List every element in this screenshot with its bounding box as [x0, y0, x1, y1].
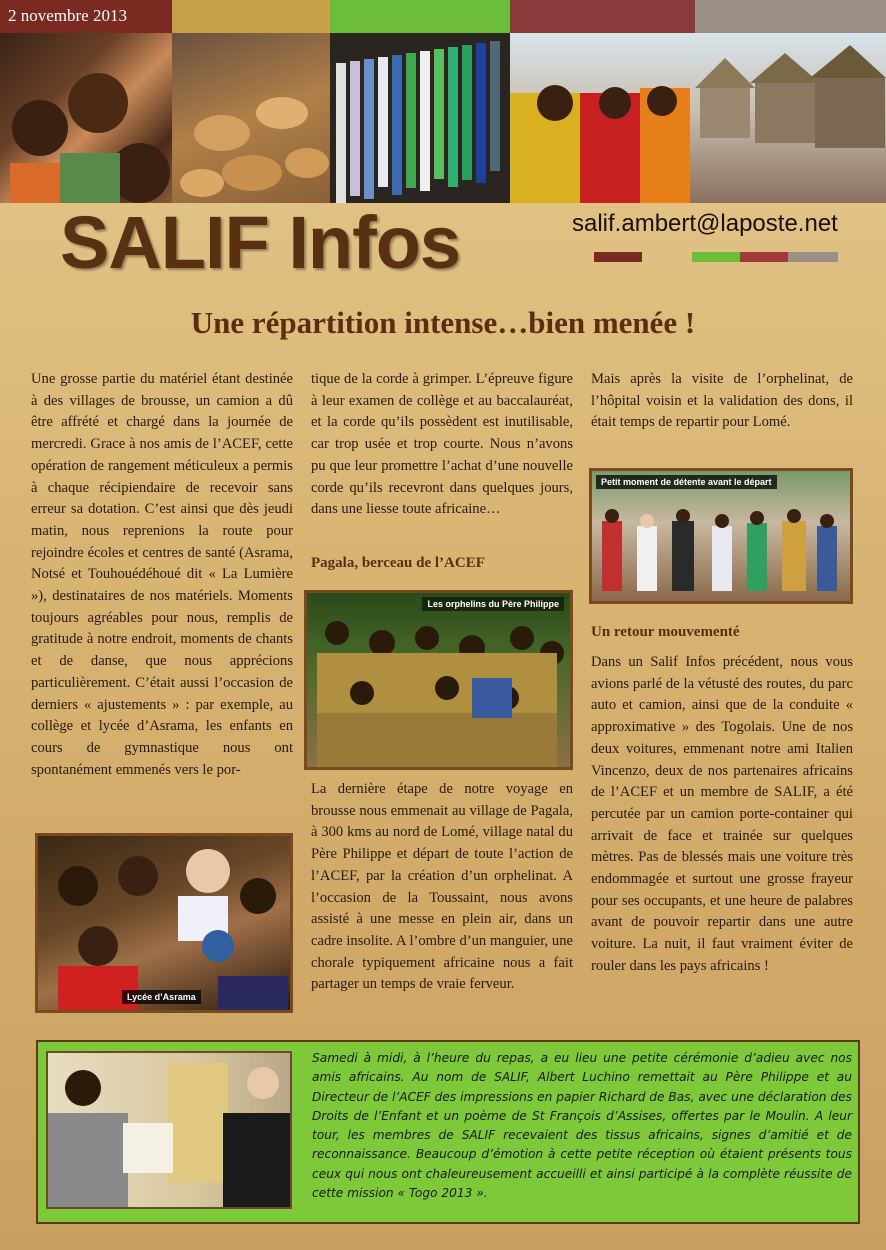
- column-2-top: [311, 369, 573, 521]
- column-1-text: Une grosse partie du matériel étant destinée à des villages de brousse, un camion a dû être affrété et chargé dans la journée de mercredi. Grace à nos amis de l’ACEF, cette opération de rangement méticuleux a permis à chaque récipiendaire de recevoir sans erreur sa dotation. C’est ainsi que dès jeudi matin, nous reprenions la route pour rejoindre écoles et centres de santé (Asrama, Notsé et Touhouédéhoué dit « La Lumière »), destinataires de nos matériels. Moments toujours agréables pour nous, remplis de gratitude à notre endroit, moments de chants et de danse, que nous apprécions particulièrement. C’était aussi l’occasion de derniers « ajustements » : par exemple, au collège et lycée d’Asrama, les enfants en cours de gymnastique nous ont spontanément emmenés vers le por-: [31, 371, 293, 778]
- farewell-text: Samedi à midi, à l’heure du repas, a eu lieu une petite cérémonie d’adieu avec nos amis africains. Au nom de SALIF, Albert Luchino remettait au Père Philippe et au Directeur de l’ACEF des impressions en papier Richard de Bas, avec une déclaration des Droits de l’Enfant et un poème de St François d’Assises, offertes par le Moulin. A leur tour, les membres de SALIF recevaient des tissus africains, signes d’amitié et de reconnaissance. Beaucoup d’émotion à cette petite réception où étaient présents tous ceux qui nous ont chaleureusement accueilli et ainsi participé à la complète réussite de cette mission « Togo 2013 ».: [312, 1051, 852, 1201]
- column-3-bottom: [591, 652, 853, 978]
- accent-bar: [594, 252, 642, 262]
- newsletter-title: SALIF Infos: [60, 201, 461, 284]
- village-shapes: [510, 33, 886, 203]
- fabrics-photo: [330, 33, 510, 203]
- column-3-text-a: Mais après la visite de l’orphelinat, de l’hôpital voisin et la validation des dons, il était temps de repartir pour Lomé.: [591, 371, 853, 431]
- contact-email[interactable]: salif.ambert@laposte.net: [572, 210, 838, 237]
- farewell-photo-shapes: [48, 1053, 290, 1207]
- detente-caption: Petit moment de détente avant le départ: [596, 475, 777, 489]
- subhead-pagala: Pagala, berceau de l’ACEF: [311, 555, 485, 571]
- bar-segment: [695, 0, 886, 33]
- detente-photo-shapes: [592, 471, 850, 601]
- children-photo-shapes: [0, 33, 172, 203]
- fabric-shapes: [330, 33, 510, 203]
- column-2-text-b: La dernière étape de notre voyage en brousse nous emmenait au village de Pagala, à 300 kms au nord de Lomé, village natal du Père Philippe et départ de toute l’action de l’ACEF, par la création d’un orphelinat. A l’occasion de la Toussaint, nous avons assisté à une messe en plein air, dans un cadre insolite. A l’ombre d’un manguier, une chorale typiquement africaine nous a fait partager un temps de vraie ferveur.: [311, 781, 573, 993]
- photo-strip: [0, 33, 886, 203]
- top-color-bar: [0, 0, 886, 33]
- women-village-photo: [510, 33, 886, 203]
- lycee-photo: [35, 833, 293, 1013]
- column-3-top: [591, 369, 853, 434]
- column-3-text-b: Dans un Salif Infos précédent, nous vous avions parlé de la vétusté des routes, du parc auto et camion, ainsi que de la conduite « approximative » des Togolais. Une de nos deux voitures, emmenant notre ami Italien Vincenzo, deux de nos partenaires africains de l’ACEF et un membre de SALIF, a été percutée par un camion porte-container qui arrivait de face et trainée sur quelques mètres. Pas de blessés mais une voiture très endommagée et surtout une grosse frayeur pour ses occupants, et une heure de palabres avant de pouvoir repartir dans une autre voiture. La nuit, il faut vraiment éviter de rouler dans les pays africains !: [591, 654, 853, 974]
- bar-segment: [172, 0, 330, 33]
- article-headline: Une répartition intense…bien menée !: [190, 305, 696, 340]
- lycee-photo-shapes: [38, 836, 290, 1010]
- accent-bar: [740, 252, 788, 262]
- issue-date: 2 novembre 2013: [8, 6, 127, 25]
- bar-segment: [330, 0, 510, 33]
- column-2-text-a: tique de la corde à grimper. L’épreuve figure à leur examen de collège et au baccalauréat, et la corde qu’ils possèdent est inutilisable, car trop usée et trop courte. Nous n’avons pu que leur promettre l’achat d’une nouvelle corde qu’ils recevront dans quelques jours, dans une liesse toute africaine…: [311, 371, 573, 518]
- children-photo: [0, 33, 172, 203]
- orphans-caption: Les orphelins du Père Philippe: [422, 597, 564, 611]
- orphans-photo: [304, 590, 573, 770]
- farewell-photo: [46, 1051, 292, 1209]
- subhead-retour: Un retour mouvementé: [591, 624, 740, 640]
- calabash-shapes: [172, 33, 330, 203]
- accent-bar: [692, 252, 740, 262]
- farewell-box: [36, 1040, 860, 1224]
- calabashes-photo: [172, 33, 330, 203]
- detente-photo: [589, 468, 853, 604]
- column-1: [31, 369, 293, 781]
- lycee-caption: Lycée d’Asrama: [122, 990, 201, 1004]
- column-2-bottom: [311, 779, 573, 996]
- bar-segment: [510, 0, 695, 33]
- orphans-photo-shapes: [307, 593, 570, 767]
- accent-bar: [788, 252, 838, 262]
